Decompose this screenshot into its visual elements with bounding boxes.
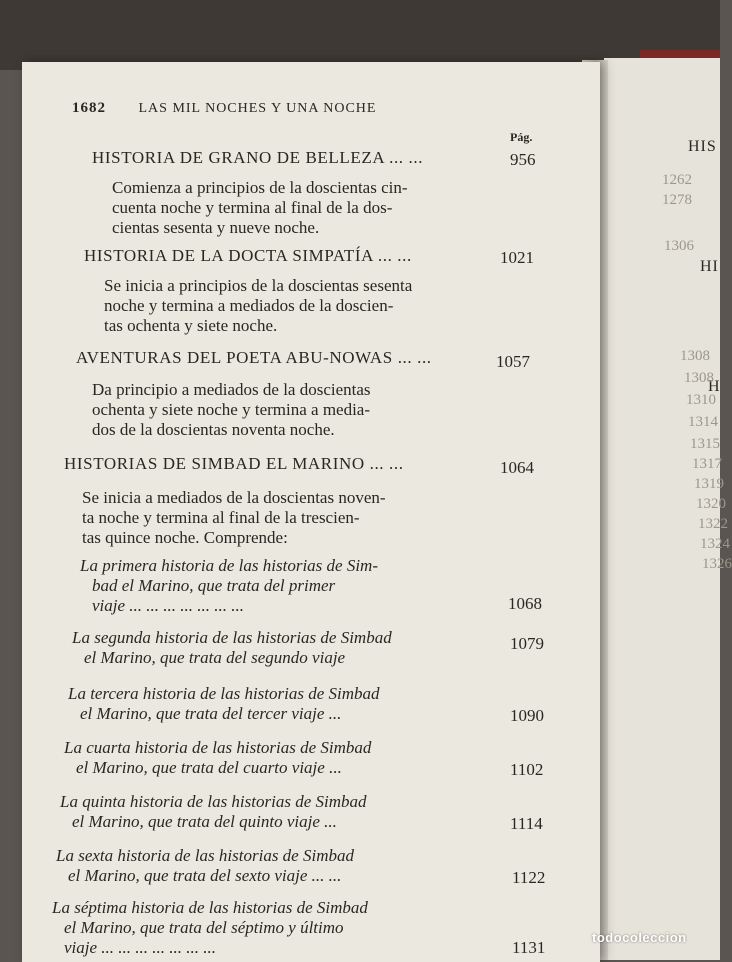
voyage-page: 1068 bbox=[508, 594, 542, 613]
page-column-label: Pág. bbox=[510, 130, 533, 144]
voyage-line: viaje ... ... ... ... ... ... ... bbox=[64, 938, 217, 957]
entry-page: 1064 bbox=[500, 458, 534, 477]
voyage-line: viaje ... ... ... ... ... ... ... bbox=[92, 596, 245, 615]
entry-page: 1057 bbox=[496, 352, 530, 371]
right-page-number: 1306 bbox=[664, 238, 694, 254]
voyage-line: el Marino, que trata del cuarto viaje ... bbox=[76, 758, 342, 777]
voyage-line: bad el Marino, que trata del primer bbox=[92, 576, 336, 595]
right-page-number: 1322 bbox=[698, 516, 728, 532]
entry-desc-line: tas quince noche. Comprende: bbox=[82, 528, 288, 547]
right-page-number: 1317 bbox=[692, 456, 722, 472]
right-page-number: 1308 bbox=[680, 348, 710, 364]
entry-title: AVENTURAS DEL POETA ABU-NOWAS ... ... bbox=[76, 348, 432, 367]
right-page-number: 1315 bbox=[690, 436, 720, 452]
right-page-number: 1324 bbox=[700, 536, 730, 552]
running-head bbox=[72, 100, 376, 117]
right-page-number: 1310 bbox=[686, 392, 716, 408]
right-page bbox=[604, 58, 732, 960]
voyage-page: 1079 bbox=[510, 634, 544, 653]
entry-desc-line: cientas sesenta y nueve noche. bbox=[112, 218, 320, 237]
entry-page: 1021 bbox=[500, 248, 534, 267]
voyage-page: 1122 bbox=[512, 868, 546, 887]
entry-desc-line: Da principio a mediados de la doscientas bbox=[92, 380, 371, 399]
right-page-heading: H bbox=[708, 378, 721, 395]
entry-desc-line: noche y termina a mediados de la doscien- bbox=[104, 296, 394, 315]
voyage-line: el Marino, que trata del tercer viaje ... bbox=[80, 704, 342, 723]
voyage-line: La primera historia de las historias de Sim- bbox=[80, 556, 378, 575]
entry-desc-line: Se inicia a principios de la doscientas sesenta bbox=[104, 276, 413, 295]
right-page-heading: HIS bbox=[688, 138, 717, 155]
entry-desc-line: Se inicia a mediados de la doscientas noven- bbox=[82, 488, 386, 507]
entry-desc-line: ochenta y siete noche y termina a media- bbox=[92, 400, 371, 419]
voyage-line: La tercera historia de las historias de Simbad bbox=[68, 684, 380, 703]
entry-title: HISTORIA DE GRANO DE BELLEZA ... ... bbox=[92, 148, 424, 167]
right-page-number: 1314 bbox=[688, 414, 718, 430]
voyage-line: el Marino, que trata del sexto viaje ... ... bbox=[68, 866, 342, 885]
entry-desc-line: dos de la doscientas noventa noche. bbox=[92, 420, 335, 439]
voyage-line: el Marino, que trata del séptimo y último bbox=[64, 918, 344, 937]
entry-desc-line: Comienza a principios de la doscientas cin- bbox=[112, 178, 408, 197]
page-number: 1682 bbox=[72, 100, 106, 116]
right-page-number: 1319 bbox=[694, 476, 724, 492]
voyage-page: 1114 bbox=[510, 814, 543, 833]
entry-desc-line: cuenta noche y termina al final de la dos- bbox=[112, 198, 393, 217]
voyage-page: 1102 bbox=[510, 760, 544, 779]
right-page-number: 1308 bbox=[684, 370, 714, 386]
entry-title: HISTORIAS DE SIMBAD EL MARINO ... ... bbox=[64, 454, 404, 473]
voyage-page: 1131 bbox=[512, 938, 546, 957]
entry-title: HISTORIA DE LA DOCTA SIMPATÍA ... ... bbox=[84, 246, 412, 265]
voyage-line: el Marino, que trata del quinto viaje ... bbox=[72, 812, 337, 831]
voyage-line: La sexta historia de las historias de Simbad bbox=[56, 846, 354, 865]
voyage-line: el Marino, que trata del segundo viaje bbox=[84, 648, 346, 667]
voyage-line: La quinta historia de las historias de Simbad bbox=[60, 792, 367, 811]
entry-page: 956 bbox=[510, 150, 536, 169]
voyage-line: La cuarta historia de las historias de Simbad bbox=[64, 738, 372, 757]
voyage-page: 1090 bbox=[510, 706, 544, 725]
right-page-number: 1326 bbox=[702, 556, 732, 572]
right-page-number: 1278 bbox=[662, 192, 692, 208]
running-title: LAS MIL NOCHES Y UNA NOCHE bbox=[138, 101, 377, 116]
right-page-number: 1320 bbox=[696, 496, 726, 512]
voyage-line: La séptima historia de las historias de Simbad bbox=[52, 898, 368, 917]
watermark-logo: todocoleccion bbox=[592, 930, 687, 945]
right-page-heading: HI bbox=[700, 258, 719, 275]
entry-desc-line: ta noche y termina al final de la trescien- bbox=[82, 508, 360, 527]
entry-desc-line: tas ochenta y siete noche. bbox=[104, 316, 278, 335]
voyage-line: La segunda historia de las historias de Simbad bbox=[72, 628, 392, 647]
right-page-number: 1262 bbox=[662, 172, 692, 188]
